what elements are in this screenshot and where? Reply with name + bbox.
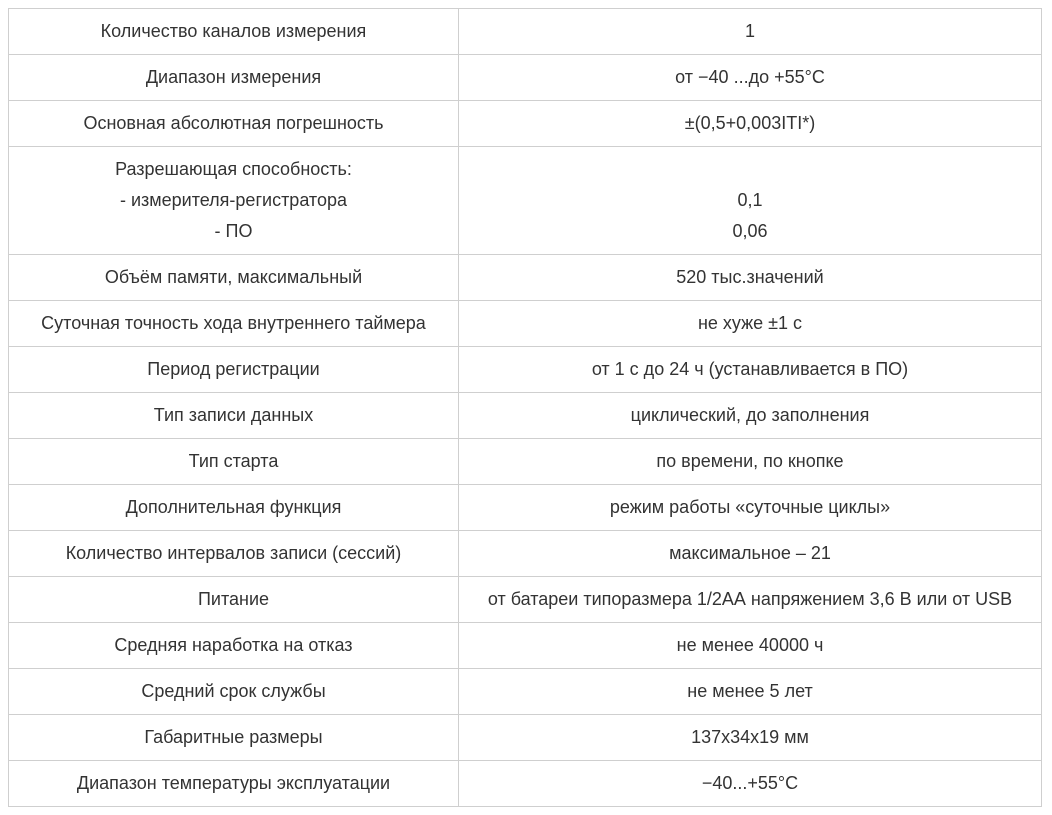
- value-cell: не менее 40000 ч: [459, 623, 1042, 669]
- sub-param: - измерителя-регистратора: [119, 190, 348, 210]
- value-cell: [459, 147, 1042, 255]
- table-row: [9, 255, 1042, 301]
- table-row: [9, 147, 1042, 255]
- table-row: [9, 55, 1042, 101]
- param-cell: Питание: [9, 577, 459, 623]
- param-cell: Период регистрации: [9, 347, 459, 393]
- table-row: [9, 761, 1042, 807]
- table-row: [9, 623, 1042, 669]
- table-row: [9, 347, 1042, 393]
- value-cell: циклический, до заполнения: [459, 393, 1042, 439]
- param-cell: Тип записи данных: [9, 393, 459, 439]
- table-row: [9, 393, 1042, 439]
- value-cell: 1: [459, 9, 1042, 55]
- param-cell: Основная абсолютная погрешность: [9, 101, 459, 147]
- param-cell: Средняя наработка на отказ: [9, 623, 459, 669]
- table-row: [9, 439, 1042, 485]
- value-cell: не хуже ±1 с: [459, 301, 1042, 347]
- table-row: [9, 531, 1042, 577]
- param-cell: Габаритные размеры: [9, 715, 459, 761]
- param-cell: Объём памяти, максимальный: [9, 255, 459, 301]
- table-row: [9, 101, 1042, 147]
- param-title: Разрешающая способность:: [115, 159, 352, 179]
- table-row: [9, 485, 1042, 531]
- param-cell: [9, 147, 459, 255]
- value-cell: −40...+55°С: [459, 761, 1042, 807]
- value-cell: ±(0,5+0,003ΙTΙ*): [459, 101, 1042, 147]
- value-cell: 137х34х19 мм: [459, 715, 1042, 761]
- value-cell: не менее 5 лет: [459, 669, 1042, 715]
- sub-value: 0,1: [737, 190, 763, 210]
- spec-table: [8, 8, 1042, 807]
- value-cell: от −40 ...до +55°С: [459, 55, 1042, 101]
- value-cell: 520 тыс.значений: [459, 255, 1042, 301]
- param-cell: Количество каналов измерения: [9, 9, 459, 55]
- param-cell: Средний срок службы: [9, 669, 459, 715]
- param-cell: Суточная точность хода внутреннего таймера: [9, 301, 459, 347]
- sub-param: - ПО: [214, 221, 253, 241]
- param-cell: Тип старта: [9, 439, 459, 485]
- param-cell: Количество интервалов записи (сессий): [9, 531, 459, 577]
- param-cell: Диапазон измерения: [9, 55, 459, 101]
- value-cell: по времени, по кнопке: [459, 439, 1042, 485]
- param-cell: Дополнительная функция: [9, 485, 459, 531]
- value-cell: от 1 с до 24 ч (устанавливается в ПО): [459, 347, 1042, 393]
- value-cell: максимальное – 21: [459, 531, 1042, 577]
- value-cell: от батареи типоразмера 1/2АА напряжением 3,6 В или от USB: [459, 577, 1042, 623]
- table-row: [9, 669, 1042, 715]
- table-row: [9, 715, 1042, 761]
- value-cell: режим работы «суточные циклы»: [459, 485, 1042, 531]
- table-row: [9, 9, 1042, 55]
- table-row: [9, 577, 1042, 623]
- table-row: [9, 301, 1042, 347]
- param-cell: Диапазон температуры эксплуатации: [9, 761, 459, 807]
- sub-value: 0,06: [732, 221, 768, 241]
- spacer: [463, 154, 1037, 185]
